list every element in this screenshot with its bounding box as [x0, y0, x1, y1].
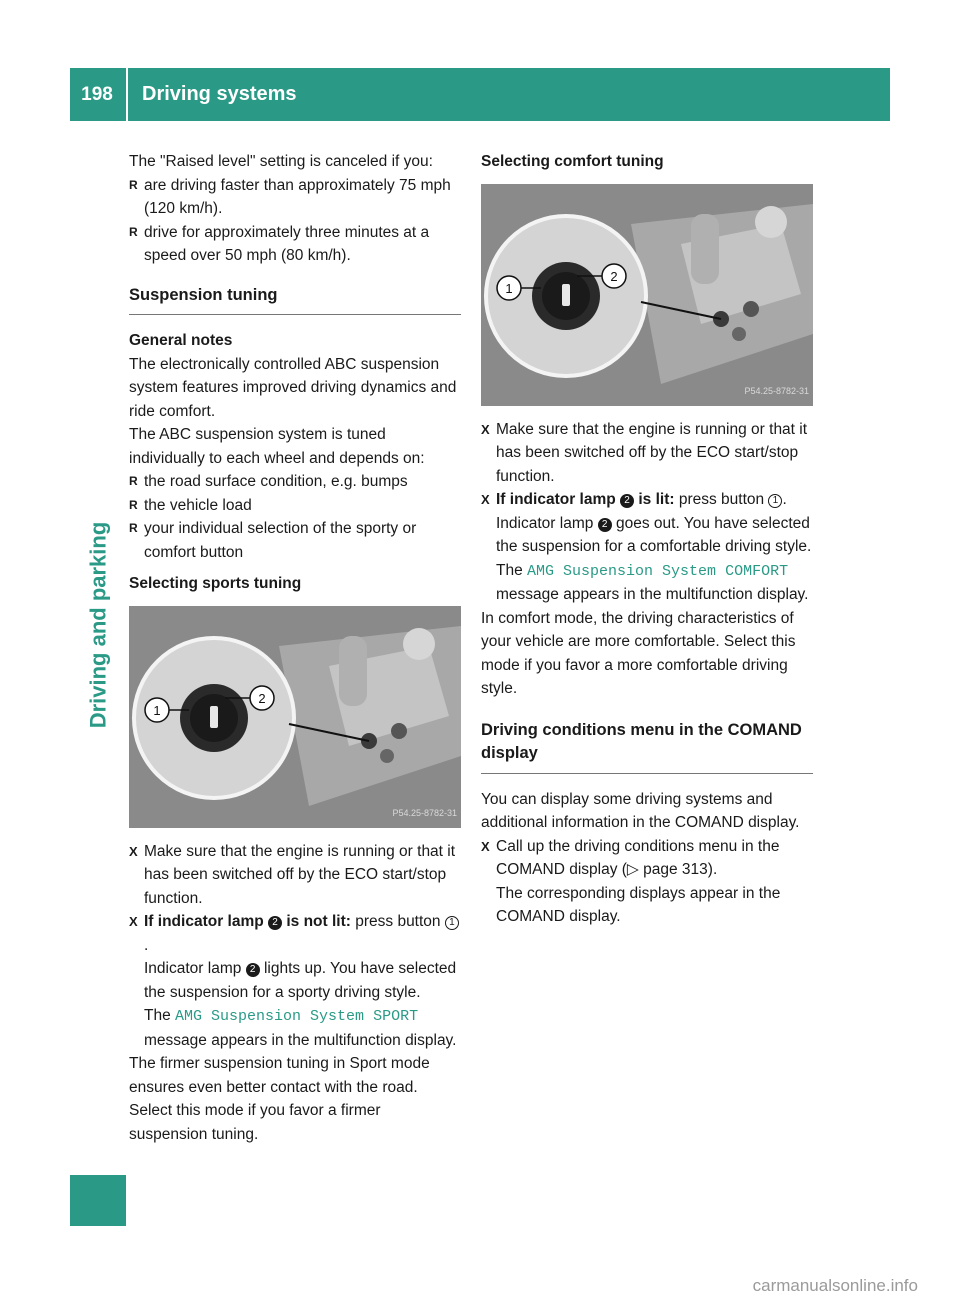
instruction-step: X Make sure that the engine is running or that it has been switched off by the ECO start/stop function. [481, 418, 813, 489]
lamp-prefix: Indicator lamp [144, 960, 242, 977]
subheading-comfort-tuning: Selecting comfort tuning [481, 153, 664, 170]
header-bar [70, 68, 890, 121]
step-text: press button [355, 913, 441, 930]
subheading-sports-tuning: Selecting sports tuning [129, 575, 302, 592]
side-tab-marker [70, 1175, 126, 1226]
indicator-lamp-number: 2 [620, 494, 634, 508]
step-result: The corresponding displays appear in the COMAND display. [496, 884, 781, 925]
svg-text:2: 2 [610, 268, 618, 284]
step-result [129, 957, 461, 1004]
general-paragraph-2: The ABC suspension system is tuned individually to each wheel and depends on: [129, 426, 425, 467]
header-divider [126, 68, 128, 121]
indicator-lamp-number: 2 [268, 916, 282, 930]
step-condition-bold: If indicator lamp [144, 913, 264, 930]
message-prefix: The [496, 561, 523, 579]
general-paragraph-1: The electronically controlled ABC suspension system features improved driving dynamics and ride comfort. [129, 355, 457, 420]
right-column [481, 150, 813, 929]
sport-mode-paragraph: The firmer suspension tuning in Sport mode ensures even better contact with the road. Select this mode if you favor a firmer suspension tuning. [129, 1055, 430, 1143]
instruction-step: X Call up the driving conditions menu in the COMAND display (▷ page 313). [481, 835, 813, 882]
instruction-step: X If indicator lamp 2 is not lit: press button 1. [129, 910, 461, 957]
button-number: 1 [445, 916, 459, 930]
side-tab-label: Driving and parking [85, 521, 110, 729]
list-item: R the road surface condition, e.g. bumps [129, 470, 461, 494]
message-suffix: message appears in the multifunction display. [496, 586, 809, 603]
intro-text: The "Raised level" setting is canceled if you: [129, 153, 433, 170]
step-message [129, 1004, 461, 1052]
conditions-paragraph: You can display some driving systems and additional information in the COMAND display. [481, 790, 800, 831]
display-message: AMG Suspension System SPORT [175, 1008, 419, 1025]
list-item: R are driving faster than approximately 75 mph (120 km/h). [129, 174, 461, 221]
console-illustration [129, 606, 461, 828]
indicator-lamp-number: 2 [598, 518, 612, 532]
lamp-text: lights up. You have selected the suspension for a sporty driving style. [144, 960, 457, 1001]
indicator-lamp-number: 2 [246, 963, 260, 977]
svg-text:1: 1 [153, 702, 161, 718]
page-number: 198 [81, 83, 113, 105]
list-item: R the vehicle load [129, 494, 461, 518]
page-title: Driving systems [142, 83, 297, 105]
instruction-step: X Make sure that the engine is running or that it has been switched off by the ECO start/stop function. [129, 840, 461, 911]
section-heading-driving-conditions: Driving conditions menu in the COMAND display [481, 719, 813, 774]
comfort-mode-paragraph: In comfort mode, the driving characteristics of your vehicle are more comfortable. Select this mode if you favor a more comfortable driving style. [481, 609, 796, 697]
side-tab-label-wrap [78, 460, 118, 790]
subheading-general-notes: General notes [129, 332, 233, 349]
list-item: R drive for approximately three minutes at a speed over 50 mph (80 km/h). [129, 221, 461, 268]
button-number: 1 [768, 494, 782, 508]
figure-code: P54.25-8782-31 [392, 808, 457, 818]
step-condition-bold: is not lit: [286, 913, 351, 930]
display-message: AMG Suspension System COMFORT [527, 562, 789, 580]
message-prefix: The [144, 1007, 171, 1024]
step-message [481, 559, 813, 607]
lamp-text: goes out. You have selected the suspension for a comfortable driving style. [496, 514, 812, 555]
watermark: carmanualsonline.info [752, 1276, 918, 1295]
figure-sports-button [129, 606, 461, 828]
console-illustration [481, 184, 813, 406]
list-item: R your individual selection of the sporty or comfort button [129, 517, 461, 564]
step-condition-bold: If indicator lamp [496, 491, 616, 508]
message-suffix: message appears in the multifunction display. [144, 1031, 457, 1049]
instruction-step: X If indicator lamp 2 is lit: press button 1 . [481, 488, 813, 512]
figure-comfort-button [481, 184, 813, 406]
left-column [129, 150, 461, 1146]
figure-code: P54.25-8782-31 [744, 386, 809, 396]
lamp-prefix: Indicator lamp [496, 514, 594, 532]
svg-text:2: 2 [258, 690, 266, 706]
section-heading-suspension: Suspension tuning [129, 284, 461, 316]
step-result [481, 512, 813, 559]
step-condition-bold: is lit: [638, 491, 675, 508]
step-text: press button [678, 491, 765, 508]
svg-text:1: 1 [505, 280, 513, 296]
